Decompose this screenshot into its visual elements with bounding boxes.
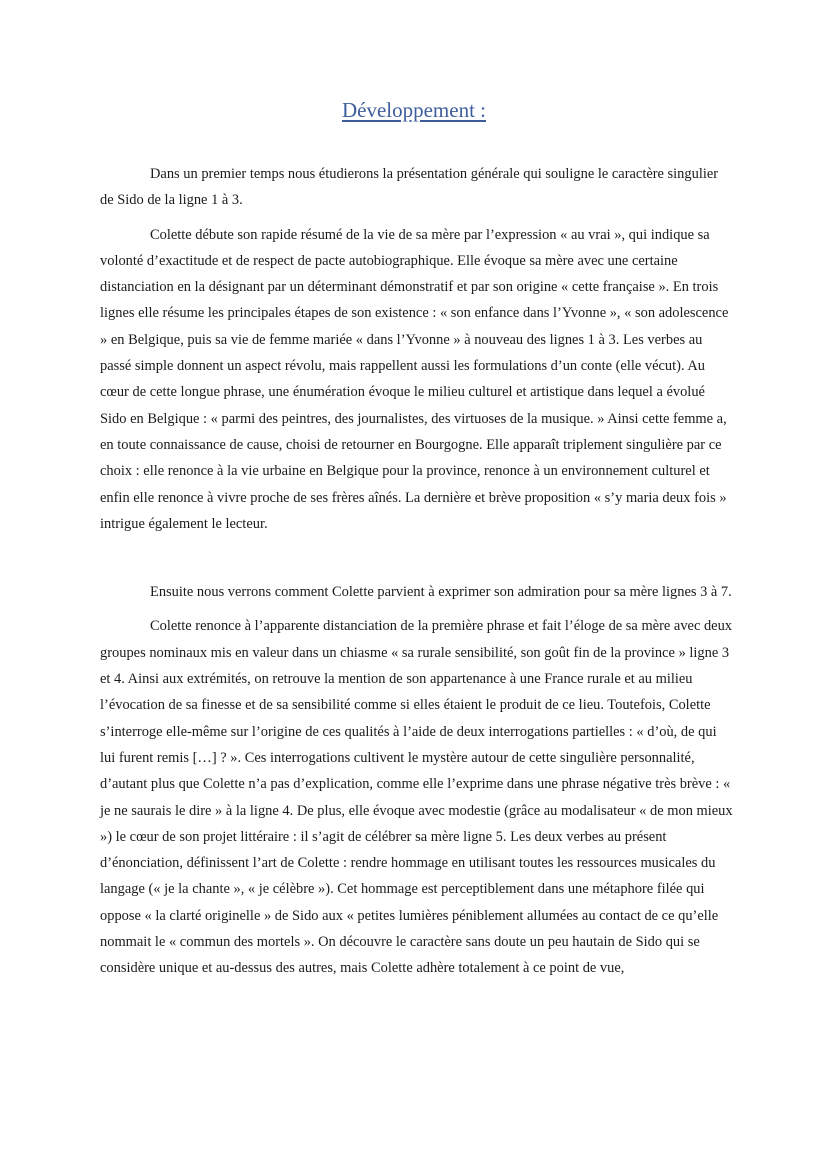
- paragraph: Colette renonce à l’apparente distanciation de la première phrase et fait l’éloge de sa mère avec deux groupes nominaux mis en valeur dans un chiasme « sa rurale sensibilité, son goût fin de la province » ligne 3 et 4. Ainsi aux extrémités, on retrouve la mention de son appartenance à une France rurale et au milieu l’évocation de sa finesse et de sa sensibilité comme si elles étaient le produit de ce lieu. Toutefois, Colette s’interroge elle-même sur l’origine de ces qualités à l’aide de deux interrogations partielles : « d’où, de qui lui furent remis […] ? ». Ces interrogations cultivent le mystère autour de cette singulière personnalité, d’autant plus que Colette n’a pas d’explication, comme elle l’exprime dans une phrase négative très brève : « je ne saurais le dire » à la ligne 4. De plus, elle évoque avec modestie (grâce au modalisateur « de mon mieux ») le cœur de son projet littéraire : il s’agit de célébrer sa mère ligne 5. Les deux verbes au présent d’énonciation, définissent l’art de Colette : rendre hommage en utilisant toutes les ressources musicales du langage (« je la chante », « je célèbre »). Cet hommage est perceptiblement dans une métaphore filée qui oppose « la clarté originelle » de Sido aux « petites lumières péniblement allumées au contact de ce qu’elle nommait le « commun des mortels ». On découvre le caractère sans doute un peu hautain de Sido qui se considère unique et au-dessus des autres, mais Colette adhère totalement à ce point de vue,: [100, 618, 733, 977]
- document-body: [100, 161, 734, 990]
- paragraph: Dans un premier temps nous étudierons la présentation générale qui souligne le caractère singulier de Sido de la ligne 1 à 3.: [100, 166, 719, 209]
- paragraph: Ensuite nous verrons comment Colette parvient à exprimer son admiration pour sa mère lignes 3 à 7.: [150, 584, 732, 601]
- paragraph: Colette débute son rapide résumé de la vie de sa mère par l’expression « au vrai », qui indique sa volonté d’exactitude et de respect de pacte autobiographique. Elle évoque sa mère avec une certaine distanciation en la désignant par un déterminant démonstratif et par son origine « cette française ». En trois lignes elle résume les principales étapes de son existence : « son enfance dans l’Yvonne », « son adolescence » en Belgique, puis sa vie de femme mariée « dans l’Yvonne » à nouveau des lignes 1 à 3. Les verbes au passé simple donnent un aspect révolu, mais rappellent aussi les formulations d’un conte (elle vécut). Au cœur de cette longue phrase, une énumération évoque le milieu culturel et artistique dans lequel a évolué Sido en Belgique : « parmi des peintres, des journalistes, des virtuoses de la musique. » Ainsi cette femme a, en toute connaissance de cause, choisi de retourner en Bourgogne. Elle apparaît triplement singulière par ce choix : elle renonce à la vie urbaine en Belgique pour la province, renonce à un environnement culturel et enfin elle renonce à vivre proche de ses frères aînés. La dernière et brève proposition « s’y maria deux fois » intrigue également le lecteur.: [100, 226, 729, 532]
- section-title: Développement :: [341, 98, 487, 122]
